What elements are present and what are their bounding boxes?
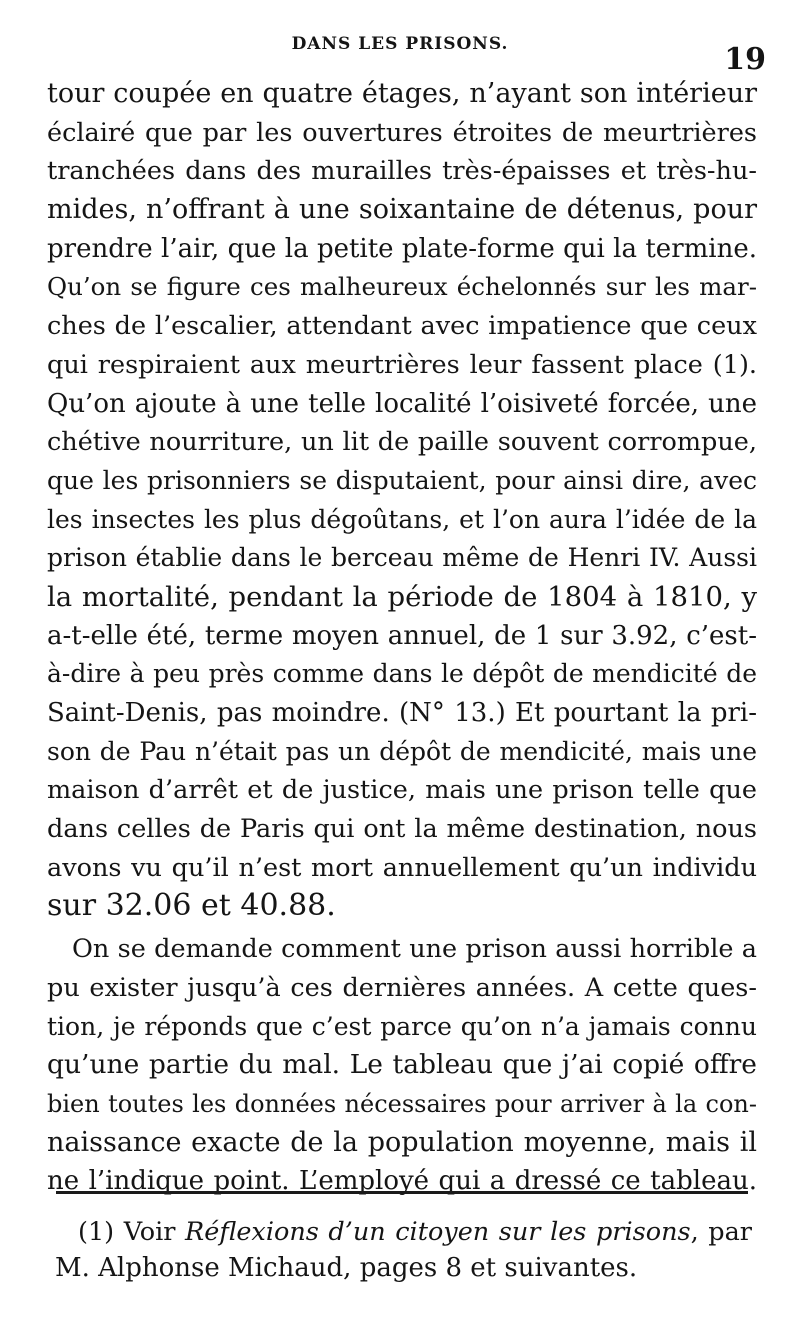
text-line: Qu’on ajoute à une telle localité l’oisiveté forcée, une	[47, 388, 757, 419]
text-line: chétive nourriture, un lit de paille souvent corrompue,	[47, 427, 757, 458]
text-line: Qu’on se figure ces malheureux échelonnés sur les mar-	[47, 272, 757, 302]
footnote-line	[55, 1214, 752, 1250]
text-line: la mortalité, pendant la période de 1804 à 1810, y	[47, 580, 757, 613]
text-line: ne l’indique point. L’employé qui a dressé ce tableau.	[47, 1166, 757, 1197]
text-line: à-dire à peu près comme dans le dépôt de mendicité de	[47, 659, 757, 689]
footnote-line: M. Alphonse Michaud, pages 8 et suivantes.	[55, 1253, 638, 1283]
footnote-marker: (1) Voir	[78, 1217, 186, 1247]
text-line: pu exister jusqu’à ces dernières années. A cette ques-	[47, 972, 757, 1003]
paragraph-2	[47, 930, 757, 1201]
text-line: les insectes les plus dégoûtans, et l’on aura l’idée de la	[47, 504, 757, 534]
text-line: mides, n’offrant à une soixantaine de détenus, pour	[47, 194, 757, 226]
footnote	[55, 1214, 752, 1286]
text-line: naissance exacte de la population moyenne, mais il	[47, 1126, 757, 1158]
text-line: a-t-elle été, terme moyen annuel, de 1 sur 3.92, c’est-	[47, 620, 757, 651]
main-text	[47, 75, 757, 1201]
text-line: tour coupée en quatre étages, n’ayant son intérieur	[47, 78, 757, 109]
text-line: que les prisonniers se disputaient, pour ainsi dire, avec	[47, 465, 757, 495]
text-line: avons vu qu’il n’est mort annuellement qu’un individu	[47, 852, 757, 883]
text-line: sur 32.06 et 40.88.	[47, 888, 336, 924]
text-line: tion, je réponds que c’est parce qu’on n’a jamais connu	[47, 1011, 757, 1041]
text-line: qu’une partie du mal. Le tableau que j’ai copié offre	[47, 1049, 757, 1081]
footnote-title: Réflexions d’un citoyen sur les prisons	[185, 1217, 691, 1247]
running-head: DANS LES PRISONS.	[291, 34, 509, 54]
paragraph-1	[47, 75, 757, 926]
footnote-after-title: , par	[690, 1217, 752, 1247]
text-line: tranchées dans des murailles très-épaisses et très-hu-	[47, 156, 757, 187]
text-line: maison d’arrêt et de justice, mais une prison telle que	[47, 775, 757, 806]
text-line: bien toutes les données nécessaires pour arriver à la con-	[47, 1089, 757, 1118]
page-number: 19	[724, 42, 766, 77]
text-line: prison établie dans le berceau même de Henri IV. Aussi	[47, 543, 757, 573]
text-line: prendre l’air, que la petite plate-forme qui la termine.	[47, 233, 757, 264]
text-line: son de Pau n’était pas un dépôt de mendicité, mais une	[47, 736, 757, 766]
text-line: On se demande comment une prison aussi horrible a	[72, 934, 757, 965]
text-line: éclairé que par les ouvertures étroites de meurtrières	[47, 117, 757, 148]
text-line: qui respiraient aux meurtrières leur fassent place (1).	[47, 349, 757, 380]
footnote-rule	[56, 1191, 748, 1194]
text-line: ches de l’escalier, attendant avec impatience que ceux	[47, 311, 757, 342]
text-line: dans celles de Paris qui ont la même destination, nous	[47, 814, 757, 845]
text-line: Saint-Denis, pas moindre. (N° 13.) Et pourtant la pri-	[47, 698, 757, 728]
